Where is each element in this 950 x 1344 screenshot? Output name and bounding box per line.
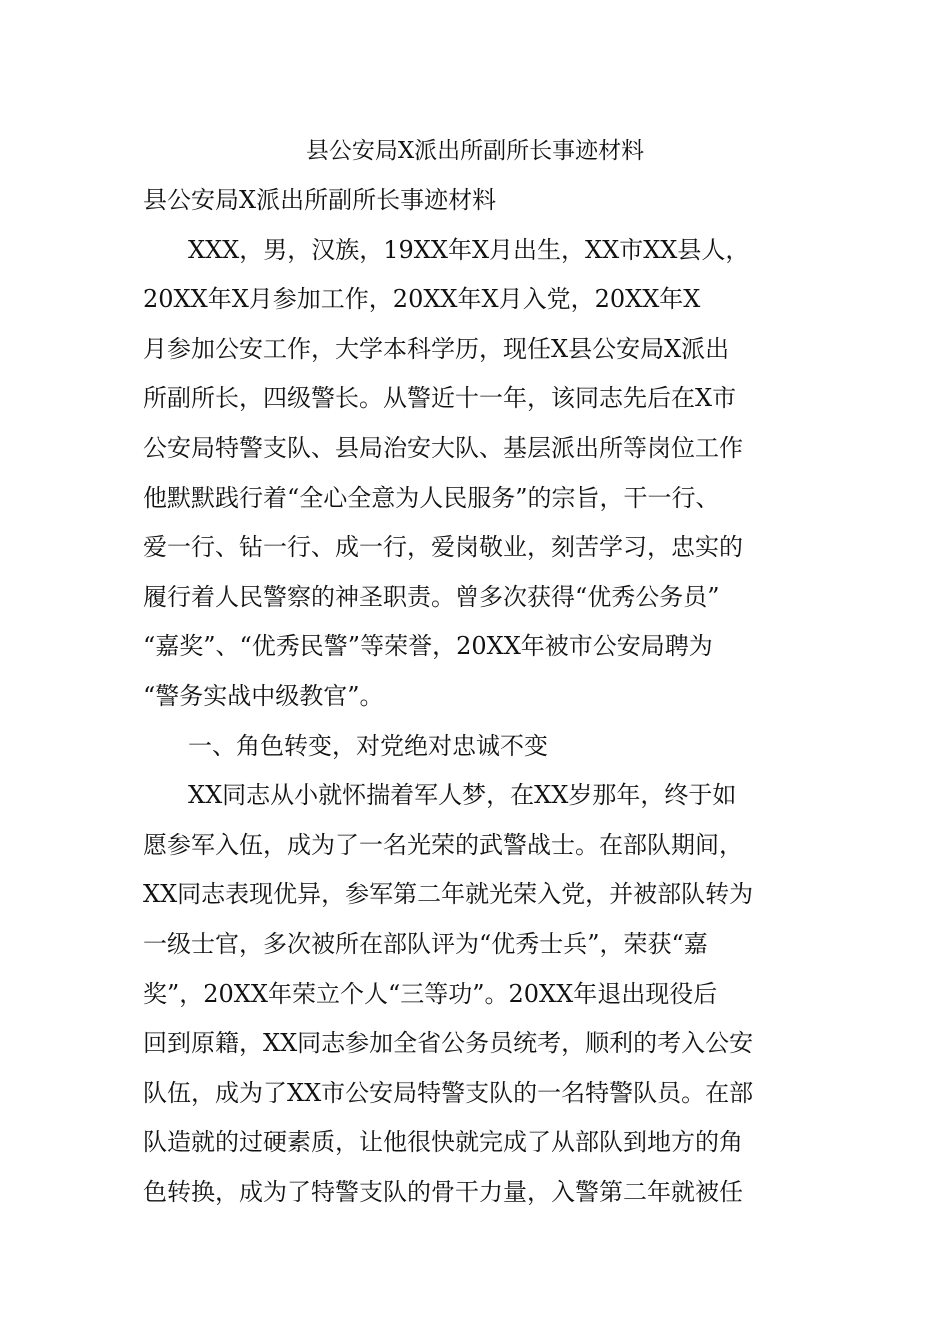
body-line: 公安局特警支队、县局治安大队、基层派出所等岗位工作 — [143, 434, 743, 462]
body-line: 队造就的过硬素质，让他很快就完成了从部队到地方的角 — [143, 1128, 743, 1156]
body-line: 一级士官，多次被所在部队评为“优秀士兵”，荣获“嘉 — [143, 930, 708, 958]
body-line: XXX，男，汉族，19XX年X月出生，XX市XX县人， — [188, 236, 750, 264]
body-line: 回到原籍，XX同志参加全省公务员统考，顺利的考入公安 — [143, 1029, 754, 1057]
body-line: “嘉奖”、“优秀民警”等荣誉，20XX年被市公安局聘为 — [143, 632, 713, 660]
body-line: 一、角色转变，对党绝对忠诚不变 — [188, 732, 548, 760]
body-line: 20XX年X月参加工作，20XX年X月入党，20XX年X — [143, 285, 701, 313]
body-line: 队伍，成为了XX市公安局特警支队的一名特警队员。在部 — [143, 1079, 754, 1107]
body-line: 爱一行、钻一行、成一行，爱岗敬业，刻苦学习，忠实的 — [143, 533, 743, 561]
body-line: 他默默践行着“全心全意为人民服务”的宗旨，干一行、 — [143, 484, 720, 512]
body-line: “警务实战中级教官”。 — [143, 682, 384, 710]
document-title: 县公安局X派出所副所长事迹材料 — [305, 138, 645, 164]
body-line: 县公安局X派出所副所长事迹材料 — [143, 186, 497, 214]
body-line: 履行着人民警察的神圣职责。曾多次获得“优秀公务员” — [143, 583, 720, 611]
body-line: 月参加公安工作，大学本科学历，现任X县公安局X派出 — [143, 335, 730, 363]
body-line: 所副所长，四级警长。从警近十一年，该同志先后在X市 — [143, 384, 737, 412]
body-line: 愿参军入伍，成为了一名光荣的武警战士。在部队期间， — [143, 831, 743, 859]
body-line: XX同志表现优异，参军第二年就光荣入党，并被部队转为 — [143, 880, 754, 908]
body-line: XX同志从小就怀揣着军人梦，在XX岁那年，终于如 — [188, 781, 737, 809]
body-line: 奖”，20XX年荣立个人“三等功”。20XX年退出现役后 — [143, 980, 718, 1008]
body-line: 色转换，成为了特警支队的骨干力量，入警第二年就被任 — [143, 1178, 743, 1206]
